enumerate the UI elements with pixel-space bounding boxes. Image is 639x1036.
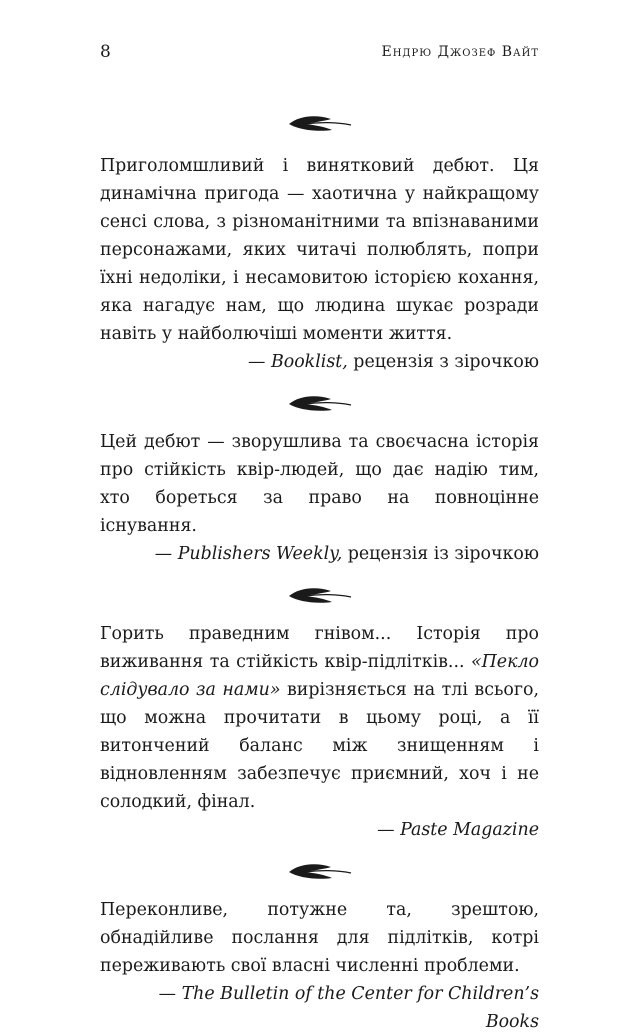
review-attribution (100, 816, 539, 844)
attribution-suffix: рецензія з зірочкою (347, 352, 539, 372)
attribution-dash: — (248, 352, 271, 372)
attribution-dash: — (377, 820, 401, 840)
review-text (100, 620, 539, 816)
running-head-author: Ендрю Джозеф Вайт (381, 44, 539, 60)
feather-quill-icon (285, 112, 355, 134)
review-block (100, 428, 539, 568)
review-source: Publishers Weekly, (177, 544, 343, 564)
review-text-part: вирізняється на тлі всього, що можна прочитати в цьому році, а її витончений баланс між знищенням і відновленням забезпечує приємний, хоч і не солодкий, фінал. (100, 680, 540, 812)
review-text: Приголомшливий і винятковий дебют. Ця динамічна пригода — хаотична у найкращому сенсі слова, з різноманітними та впізнаваними персонажами, яких читачі полюблять, попри їхні недоліки, і несамовитою історією кохання, яка нагадує нам, що людина шукає розради навіть у найболючіші моменти життя. (100, 156, 539, 344)
page-number: 8 (100, 42, 111, 62)
attribution-suffix: рецензія із зірочкою (342, 544, 539, 564)
ornament-divider (100, 112, 539, 134)
ornament-divider (100, 860, 539, 882)
review-attribution (100, 348, 539, 376)
ornament-divider (100, 392, 539, 414)
attribution-dash: — (154, 544, 178, 564)
attribution-dash: — (158, 984, 182, 1004)
review-source: Booklist, (270, 352, 348, 372)
review-text: Переконливе, потужне та, зрештою, обнадійливе послання для підлітків, котрі переживають свої власні численні проблеми. (100, 900, 539, 976)
book-title: «Пекло слідувало за нами» (100, 652, 539, 700)
reviews-section (100, 112, 539, 1036)
review-text: Цей дебют — зворушлива та своєчасна історія про стійкість квір-людей, що дає надію тим, хто бореться за право на повноцінне існування. (100, 432, 539, 536)
feather-quill-icon (285, 860, 355, 882)
feather-quill-icon (285, 584, 355, 606)
feather-quill-icon (285, 392, 355, 414)
review-source: Paste Magazine (400, 820, 539, 840)
page-header (100, 42, 539, 66)
review-source: The Bulletin of the Center for Children’s Books (181, 984, 539, 1032)
review-attribution (100, 980, 539, 1036)
review-text-part: Горить праведним гнівом... Історія про виживання та стійкість квір-підлітків... (100, 624, 539, 672)
ornament-divider (100, 584, 539, 606)
review-block (100, 896, 539, 1036)
review-block (100, 152, 539, 376)
review-block (100, 620, 539, 844)
review-attribution (100, 540, 539, 568)
